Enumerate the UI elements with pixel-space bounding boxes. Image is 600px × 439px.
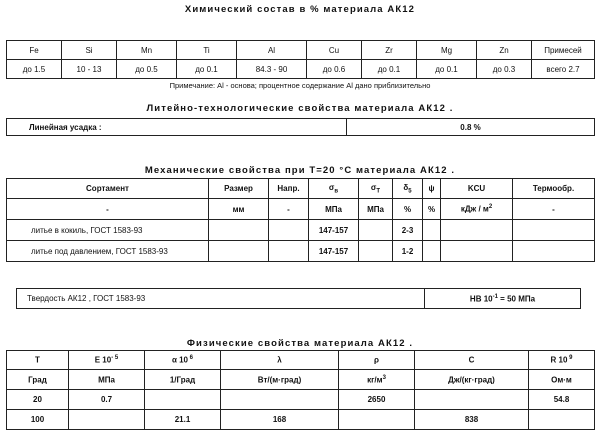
mech-cell-sigma-t bbox=[359, 220, 393, 241]
phys-title: Физические свойства материала АК12 . bbox=[186, 338, 414, 349]
phys-header-resistivity: R 10 $^9$ bbox=[529, 351, 595, 370]
phys-header-expansion: α 10 $^6$ bbox=[145, 351, 221, 370]
hardness-label: Твердость АК12 , ГОСТ 1583-93 bbox=[17, 289, 425, 309]
linear-shrinkage-label: Линейная усадка : bbox=[7, 119, 347, 136]
phys-header-modulus: E $10^{- 5}$ bbox=[69, 351, 145, 370]
chem-header-cu: Cu bbox=[307, 41, 362, 60]
chem-header-fe: Fe bbox=[7, 41, 62, 60]
chem-value-mn: до 0.5 bbox=[117, 60, 177, 79]
table-row bbox=[7, 410, 595, 430]
mech-cell-direction bbox=[269, 220, 309, 241]
mech-cell-size bbox=[209, 220, 269, 241]
chem-header-zr: Zr bbox=[362, 41, 417, 60]
chem-table bbox=[6, 40, 595, 79]
mech-cell-kcu bbox=[441, 241, 513, 262]
phys-unit-temperature: Град bbox=[7, 370, 69, 390]
mech-cell-sortament: литье под давлением, ГОСТ 1583-93 bbox=[7, 241, 209, 262]
phys-cell: 0.7 bbox=[69, 390, 145, 410]
mech-header-delta: $\delta_5$ bbox=[393, 179, 423, 199]
mech-cell-sigma-t bbox=[359, 241, 393, 262]
chem-header-ti: Ti bbox=[177, 41, 237, 60]
phys-header-heat-capacity: C bbox=[415, 351, 529, 370]
mech-unit-delta: % bbox=[393, 199, 423, 220]
chem-header-mn: Mn bbox=[117, 41, 177, 60]
phys-unit-conductivity: Вт/(м·град) bbox=[221, 370, 339, 390]
phys-cell: 838 bbox=[415, 410, 529, 430]
cast-table bbox=[6, 118, 595, 136]
phys-cell bbox=[415, 390, 529, 410]
phys-cell: 20 bbox=[7, 390, 69, 410]
mech-cell-size bbox=[209, 241, 269, 262]
mech-cell-sigma-b: 147-157 bbox=[309, 220, 359, 241]
mech-header-psi: ψ bbox=[423, 179, 441, 199]
cast-title: Литейно-технологические свойства материала АК12 . bbox=[146, 103, 454, 114]
phys-unit-density: $кг/м^3$ bbox=[339, 370, 415, 390]
mech-cell-delta: 1-2 bbox=[393, 241, 423, 262]
mech-table bbox=[6, 178, 595, 262]
chem-title: Химический состав в % материала АК12 bbox=[184, 4, 416, 15]
mech-header-sortament: Сортамент bbox=[7, 179, 209, 199]
phys-cell: 54.8 bbox=[529, 390, 595, 410]
mech-cell-direction bbox=[269, 241, 309, 262]
table-row bbox=[7, 390, 595, 410]
chem-value-mg: до 0.1 bbox=[417, 60, 477, 79]
mech-unit-direction: - bbox=[269, 199, 309, 220]
chem-value-zr: до 0.1 bbox=[362, 60, 417, 79]
mech-cell-delta: 2-3 bbox=[393, 220, 423, 241]
mech-unit-size: мм bbox=[209, 199, 269, 220]
mech-cell-kcu bbox=[441, 220, 513, 241]
mech-unit-sigma-t: МПа bbox=[359, 199, 393, 220]
phys-cell bbox=[69, 410, 145, 430]
chem-header-impurities: Примесей bbox=[532, 41, 595, 60]
mech-header-size: Размер bbox=[209, 179, 269, 199]
phys-header-density: ρ bbox=[339, 351, 415, 370]
phys-table bbox=[6, 350, 595, 430]
mech-header-sigma-b: $\sigma_в$ bbox=[309, 179, 359, 199]
linear-shrinkage-value: 0.8 % bbox=[347, 119, 595, 136]
mech-title: Механические свойства при Т=20 °С материала АК12 . bbox=[144, 165, 456, 176]
chem-value-fe: до 1.5 bbox=[7, 60, 62, 79]
phys-cell bbox=[145, 390, 221, 410]
mech-cell-sortament: литье в кокиль, ГОСТ 1583-93 bbox=[7, 220, 209, 241]
table-row bbox=[7, 220, 595, 241]
phys-cell bbox=[221, 390, 339, 410]
mech-cell-psi bbox=[423, 241, 441, 262]
chem-value-ti: до 0.1 bbox=[177, 60, 237, 79]
hardness-value: HB $10^{-1} = 50$ МПа bbox=[425, 289, 581, 309]
mech-unit-kcu: кДж / $м^2$ bbox=[441, 199, 513, 220]
mech-header-heat-treatment: Термообр. bbox=[513, 179, 595, 199]
phys-unit-expansion: 1/Град bbox=[145, 370, 221, 390]
phys-unit-modulus: МПа bbox=[69, 370, 145, 390]
phys-cell: 100 bbox=[7, 410, 69, 430]
phys-cell: 21.1 bbox=[145, 410, 221, 430]
phys-cell: 168 bbox=[221, 410, 339, 430]
mech-header-kcu: KCU bbox=[441, 179, 513, 199]
phys-cell: 2650 bbox=[339, 390, 415, 410]
mech-unit-heat-treatment: - bbox=[513, 199, 595, 220]
chem-header-zn: Zn bbox=[477, 41, 532, 60]
phys-unit-heat-capacity: Дж/(кг·град) bbox=[415, 370, 529, 390]
mech-cell-psi bbox=[423, 220, 441, 241]
chem-header-mg: Mg bbox=[417, 41, 477, 60]
mech-unit-psi: % bbox=[423, 199, 441, 220]
phys-header-temperature: T bbox=[7, 351, 69, 370]
chem-value-impurities: всего 2.7 bbox=[532, 60, 595, 79]
phys-cell bbox=[529, 410, 595, 430]
mech-unit-sigma-b: МПа bbox=[309, 199, 359, 220]
phys-header-conductivity: λ bbox=[221, 351, 339, 370]
mech-cell-sigma-b: 147-157 bbox=[309, 241, 359, 262]
chem-value-si: 10 - 13 bbox=[62, 60, 117, 79]
phys-unit-resistivity: Ом·м bbox=[529, 370, 595, 390]
mech-cell-heat-treatment bbox=[513, 220, 595, 241]
mech-header-direction: Напр. bbox=[269, 179, 309, 199]
chem-value-cu: до 0.6 bbox=[307, 60, 362, 79]
table-row bbox=[7, 241, 595, 262]
mech-header-sigma-t: $\sigma_T$ bbox=[359, 179, 393, 199]
chem-header-si: Si bbox=[62, 41, 117, 60]
phys-cell bbox=[339, 410, 415, 430]
mech-unit-sortament: - bbox=[7, 199, 209, 220]
mech-cell-heat-treatment bbox=[513, 241, 595, 262]
hardness-table bbox=[16, 288, 581, 309]
chem-header-al: Al bbox=[237, 41, 307, 60]
chem-value-al: 84.3 - 90 bbox=[237, 60, 307, 79]
chem-note: Примечание: Al - основа; процентное содержание Al дано приблизительно bbox=[169, 81, 431, 90]
chem-value-zn: до 0.3 bbox=[477, 60, 532, 79]
